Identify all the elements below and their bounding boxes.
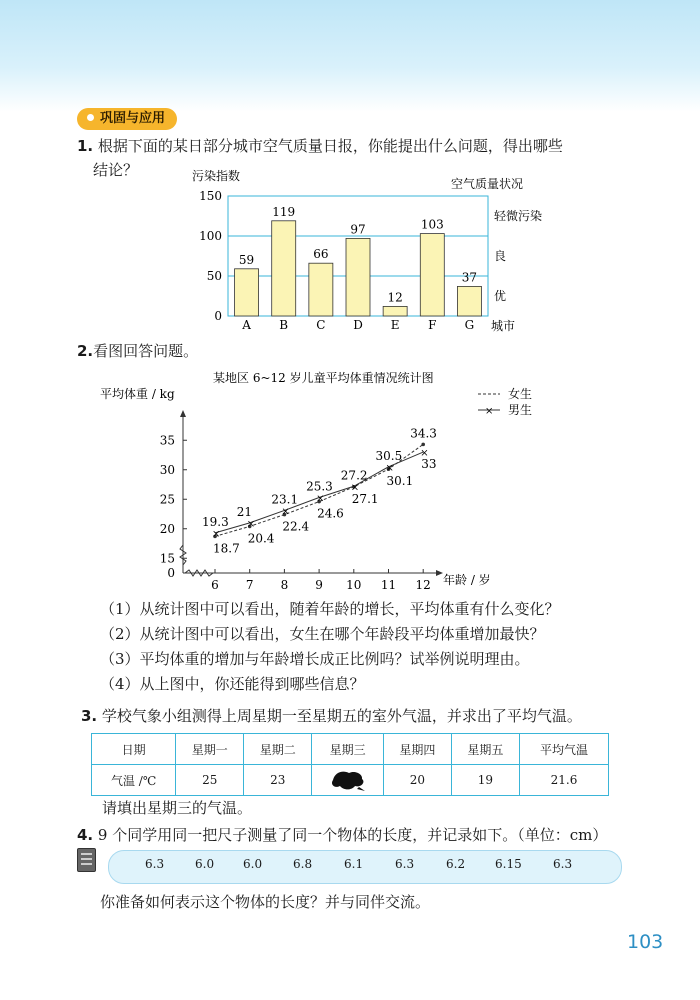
- table-cell: 星期二: [244, 734, 312, 765]
- right-axis-title: 空气质量状况: [451, 177, 524, 191]
- x-tick-label: F: [428, 318, 437, 332]
- calculator-icon: [77, 848, 96, 872]
- legend-marker-boys: ×: [485, 406, 494, 417]
- bar-value-label: 103: [420, 217, 444, 232]
- data-point: ×: [385, 462, 394, 474]
- data-label: 21: [236, 504, 252, 519]
- bar-value-label: 37: [461, 270, 478, 285]
- question-4-prompt: 你准备如何表示这个物体的长度？并与同伴交流。: [100, 893, 431, 911]
- legend-label-boys: 男生: [508, 403, 533, 417]
- y-tick-label: 30: [159, 462, 175, 477]
- table-cell: 25: [176, 765, 244, 796]
- y-tick-label: 0: [167, 566, 175, 580]
- table-cell: 21.6: [519, 765, 608, 796]
- measurement-value: 6.3: [553, 857, 573, 871]
- measurements-strip: [108, 850, 622, 884]
- table-cell: 星期四: [383, 734, 451, 765]
- data-point: ×: [316, 493, 325, 505]
- y-axis-label: 平均体重 / kg: [100, 387, 175, 401]
- data-label: 30.5: [375, 448, 403, 463]
- x-tick-label: C: [316, 318, 326, 332]
- bar-value-label: 119: [272, 204, 296, 219]
- air-quality-level-label: 优: [494, 289, 507, 303]
- y-tick-label: 20: [159, 521, 175, 536]
- data-label: 27.1: [351, 491, 379, 506]
- question-3: [81, 704, 582, 728]
- bar: [383, 306, 407, 316]
- bar: [420, 234, 444, 316]
- y-tick-label: 100: [199, 229, 222, 243]
- x-tick-label: 10: [346, 578, 362, 590]
- y-tick-label: 35: [159, 433, 175, 448]
- measurement-value: 6.15: [495, 857, 522, 871]
- bar-value-label: 66: [313, 247, 329, 262]
- question-number: 3.: [81, 707, 98, 725]
- bar: [309, 263, 333, 316]
- table-cell: 气温 /℃: [92, 765, 176, 796]
- measurement-value: 6.2: [446, 857, 466, 871]
- question-text: 看图回答问题。: [93, 342, 199, 360]
- data-label: 30.1: [386, 474, 414, 489]
- x-tick-label: G: [464, 318, 475, 332]
- table-cell: 19: [451, 765, 519, 796]
- question-text: 结论？: [93, 161, 139, 179]
- measurement-value: 6.3: [145, 857, 165, 871]
- measurement-value: 6.0: [243, 857, 263, 871]
- section-title: 巩固与应用: [100, 111, 166, 126]
- table-row: [92, 765, 609, 796]
- table-cell: 星期一: [176, 734, 244, 765]
- y-tick-label: 0: [214, 309, 222, 323]
- x-axis-label: 年龄 / 岁: [443, 573, 491, 587]
- question-3-instruction: 请填出星期三的气温。: [102, 799, 253, 817]
- data-label: 23.1: [271, 492, 299, 507]
- y-tick-label: 25: [159, 492, 175, 507]
- question-4: [77, 823, 607, 847]
- chart-title: 某地区 6~12 岁儿童平均体重情况统计图: [213, 371, 434, 385]
- bullet-icon: [87, 114, 94, 121]
- x-tick-label: 12: [415, 578, 431, 590]
- page-number: 103: [627, 931, 664, 953]
- x-tick-label: E: [390, 318, 400, 332]
- data-label: 24.6: [317, 506, 344, 521]
- header-band: [0, 0, 700, 112]
- x-tick-label: 6: [211, 578, 219, 590]
- y-axis-arrow: [180, 410, 186, 417]
- table-cell: 20: [383, 765, 451, 796]
- data-point: ×: [212, 528, 221, 540]
- table-cell: 日期: [92, 734, 176, 765]
- question-text: 根据下面的某日部分城市空气质量日报，你能提出什么问题，得出哪些: [97, 137, 563, 155]
- table-cell: 平均气温: [519, 734, 608, 765]
- air-quality-level-label: 良: [494, 249, 507, 263]
- table-header-row: [92, 734, 609, 765]
- y-axis-label: 污染指数: [192, 169, 241, 183]
- y-tick-label: 150: [199, 189, 222, 203]
- bar-value-label: 97: [350, 222, 366, 237]
- bar: [457, 286, 481, 316]
- bar: [235, 269, 259, 316]
- x-tick-label: A: [242, 318, 251, 332]
- data-point: ×: [281, 506, 290, 518]
- bar: [346, 238, 370, 316]
- x-axis-arrow: [436, 570, 443, 576]
- ink-blot-icon: [329, 768, 367, 792]
- subquestion-2: （2）从统计图中可以看出，女生在哪个年龄段平均体重增加最快？: [100, 625, 545, 643]
- temperature-table: [91, 733, 609, 796]
- x-tick-label: 9: [315, 578, 323, 590]
- question-1: [77, 134, 563, 158]
- data-label: 33: [421, 457, 437, 472]
- ink-blot-cell: [312, 765, 384, 796]
- x-tick-label: D: [353, 318, 363, 332]
- data-label: 22.4: [282, 519, 310, 534]
- measurement-value: 6.3: [395, 857, 415, 871]
- data-label: 19.3: [202, 514, 229, 529]
- question-2: [77, 339, 198, 363]
- bar-value-label: 12: [387, 290, 403, 305]
- data-label: 18.7: [213, 541, 240, 556]
- air-quality-bar-chart: [180, 168, 560, 338]
- subquestion-1: （1）从统计图中可以看出，随着年龄的增长，平均体重有什么变化？: [100, 600, 560, 618]
- table-cell: 星期三: [312, 734, 384, 765]
- data-point: [421, 443, 425, 447]
- section-title-badge: [77, 108, 177, 130]
- x-tick-label: B: [279, 318, 289, 332]
- data-point: ×: [420, 448, 429, 460]
- bar: [272, 221, 296, 316]
- weight-line-chart: [100, 368, 560, 590]
- data-point: ×: [246, 518, 256, 530]
- data-label: 34.3: [410, 426, 437, 441]
- question-text: 学校气象小组测得上周星期一至星期五的室外气温，并求出了平均气温。: [101, 707, 582, 725]
- x-axis-label: 城市: [491, 319, 516, 333]
- question-1-line2: [93, 158, 138, 182]
- data-label: 25.3: [306, 479, 333, 494]
- x-tick-label: 8: [280, 578, 289, 590]
- y-tick-label: 15: [159, 551, 175, 566]
- legend-label-girls: 女生: [508, 387, 533, 401]
- legend: [478, 386, 532, 417]
- x-tick-label: 11: [380, 578, 397, 590]
- bar-value-label: 59: [238, 252, 255, 267]
- subquestion-4: （4）从上图中，你还能得到哪些信息？: [100, 675, 365, 693]
- question-number: 1.: [77, 137, 94, 155]
- measurement-value: 6.1: [344, 857, 364, 871]
- data-point: ×: [350, 482, 360, 494]
- x-tick-label: 7: [245, 578, 254, 590]
- question-text: 9 个同学用同一把尺子测量了同一个物体的长度，并记录如下。（单位：cm）: [97, 826, 608, 844]
- question-number: 4.: [77, 826, 94, 844]
- question-number: 2.: [77, 342, 94, 360]
- table-cell: 星期五: [451, 734, 519, 765]
- measurement-value: 6.8: [293, 857, 313, 871]
- y-tick-label: 50: [206, 269, 222, 283]
- measurement-value: 6.0: [195, 857, 215, 871]
- data-label: 27.2: [340, 468, 368, 483]
- subquestion-3: （3）平均体重的增加与年龄增长成正比例吗？试举例说明理由。: [100, 650, 530, 668]
- table-cell: 23: [244, 765, 312, 796]
- air-quality-level-label: 轻微污染: [494, 209, 543, 223]
- data-label: 20.4: [247, 531, 275, 546]
